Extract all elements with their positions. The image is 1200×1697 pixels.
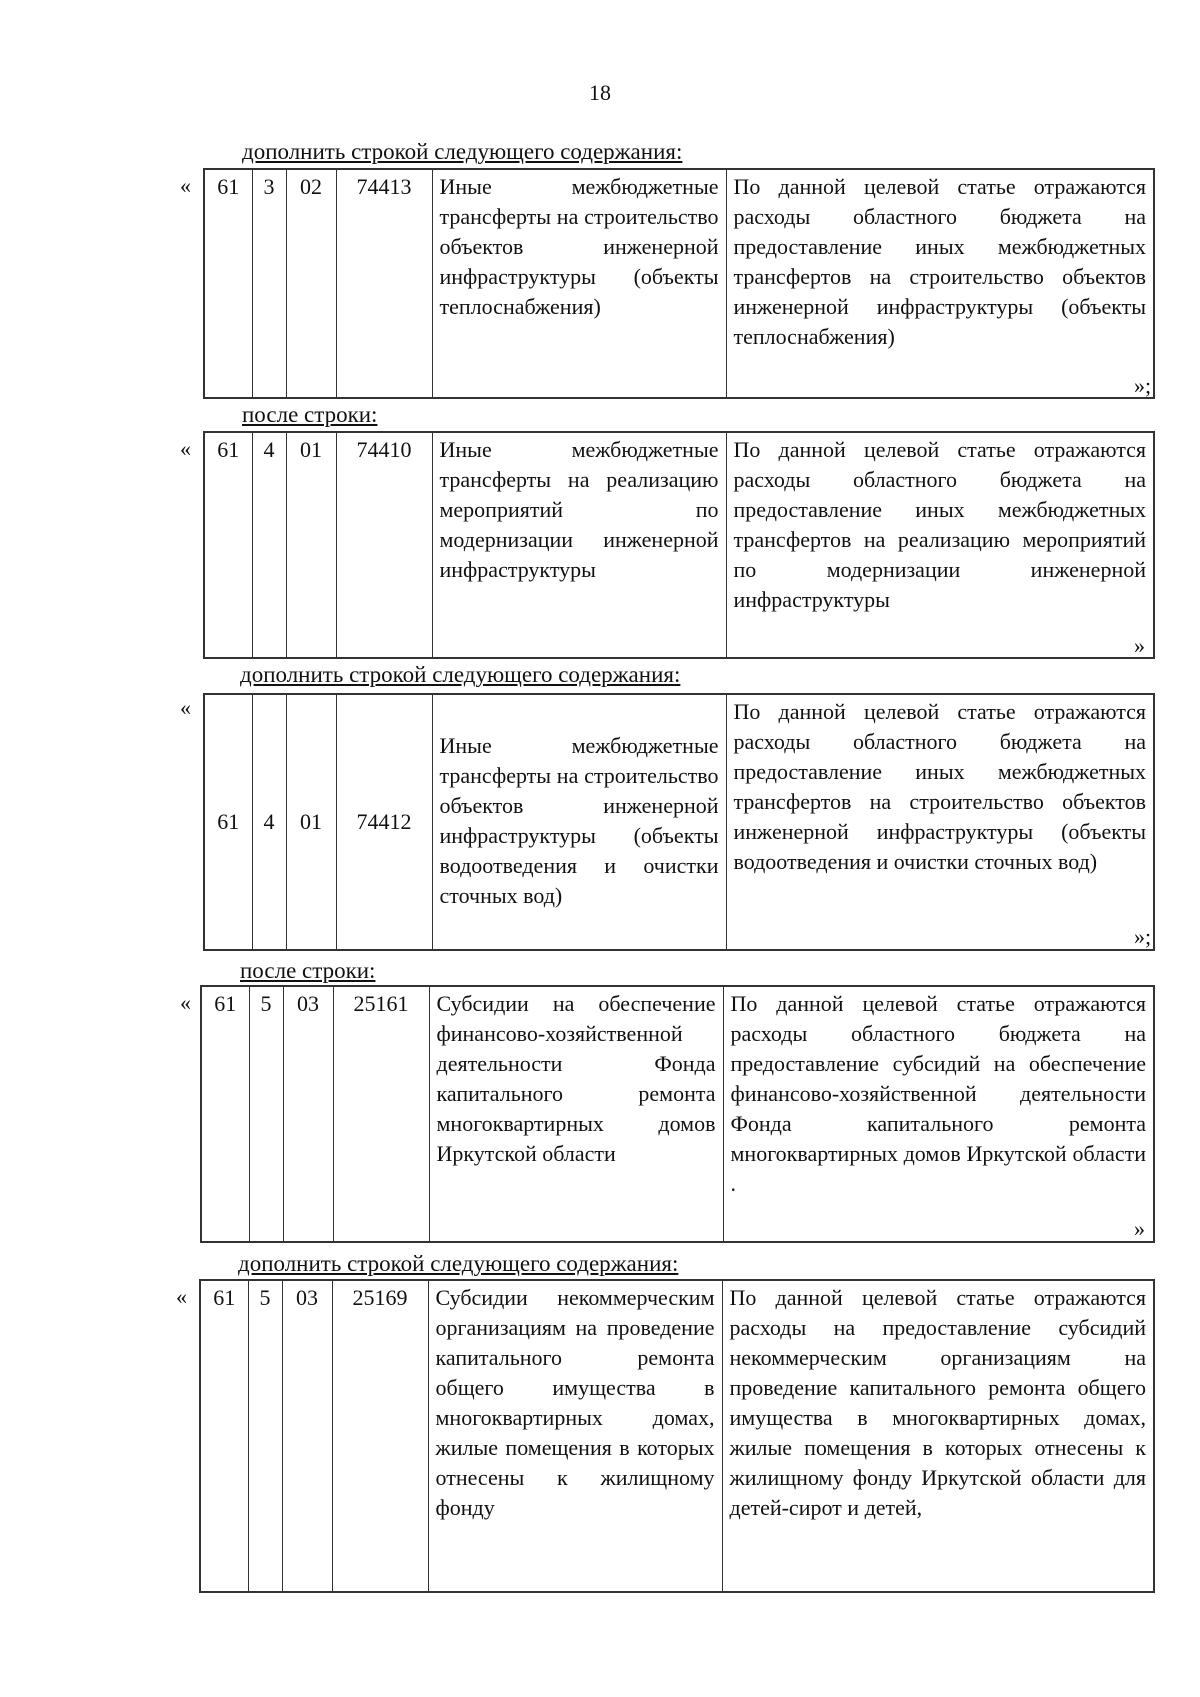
code-subprogram: 3 — [252, 169, 286, 398]
instruction-phrase: дополнить строкой следующего содержания: — [238, 1251, 679, 1276]
table-row — [204, 169, 1154, 398]
code-direction: 74413 — [336, 169, 432, 398]
code-program: 61 — [204, 169, 252, 398]
instruction-phrase: дополнить строкой следующего содержания: — [240, 662, 681, 687]
code-program: 61 — [200, 1280, 248, 1592]
budget-entry-table — [203, 431, 1155, 659]
table-row — [204, 694, 1154, 950]
instruction-phrase: после строки: — [242, 402, 378, 427]
instruction-phrase: дополнить строкой следующего содержания: — [242, 139, 683, 164]
code-direction: 25161 — [333, 986, 429, 1242]
code-event: 03 — [282, 1280, 332, 1592]
code-program: 61 — [204, 432, 252, 658]
opening-quote: « — [180, 436, 191, 461]
closing-quote: »; — [1134, 373, 1152, 398]
opening-quote: « — [180, 990, 191, 1015]
code-event: 03 — [283, 986, 333, 1242]
code-direction: 25169 — [332, 1280, 428, 1592]
opening-quote: « — [180, 173, 191, 198]
entry-description: По данной целевой статье отражаются расходы областного бюджета на предоставление иных межбюджетных трансфертов на строительство объектов инженерной инфраструктуры (объекты водоотведения и очистки сточных вод) — [726, 694, 1154, 950]
entry-description: По данной целевой статье отражаются расходы областного бюджета на предоставление иных межбюджетных трансфертов на строительство объектов инженерной инфраструктуры (объекты теплоснабжения) — [726, 169, 1154, 398]
table-row — [204, 432, 1154, 658]
entry-description: По данной целевой статье отражаются расходы областного бюджета на предоставление иных межбюджетных трансфертов на реализацию мероприятий по модернизации инженерной инфраструктуры — [726, 432, 1154, 658]
code-direction: 74412 — [336, 694, 432, 950]
instruction-phrase: после строки: — [240, 958, 376, 983]
code-subprogram: 4 — [252, 694, 286, 950]
code-program: 61 — [204, 694, 252, 950]
opening-quote: « — [180, 695, 191, 720]
table-row — [201, 986, 1154, 1242]
budget-entry-table — [203, 168, 1155, 399]
code-event: 01 — [286, 432, 336, 658]
entry-name: Иные межбюджетные трансферты на строительство объектов инженерной инфраструктуры (объекты водоотведения и очистки сточных вод) — [432, 694, 726, 950]
entry-name: Субсидии некоммерческим организациям на проведение капитального ремонта общего имущества в многоквартирных домах, жилые помещения в которых отнесены к жилищному фонду — [428, 1280, 722, 1592]
closing-quote: » — [1134, 1216, 1145, 1241]
budget-entry-table — [200, 985, 1155, 1243]
table-row — [200, 1280, 1154, 1592]
entry-name: Иные межбюджетные трансферты на реализацию мероприятий по модернизации инженерной инфраструктуры — [432, 432, 726, 658]
entry-description: По данной целевой статье отражаются расходы областного бюджета на предоставление субсидий на обеспечение финансово-хозяйственной деятельности Фонда капитального ремонта многоквартирных домов Иркутской области . — [723, 986, 1154, 1242]
budget-entry-table — [203, 693, 1155, 951]
code-subprogram: 5 — [248, 1280, 282, 1592]
code-program: 61 — [201, 986, 249, 1242]
page-number: 18 — [589, 80, 611, 105]
budget-entry-table — [199, 1279, 1155, 1593]
code-direction: 74410 — [336, 432, 432, 658]
code-event: 02 — [286, 169, 336, 398]
code-event: 01 — [286, 694, 336, 950]
entry-description: По данной целевой статье отражаются расходы на предоставление субсидий некоммерческим организациям на проведение капитального ремонта общего имущества в многоквартирных домах, жилые помещения в которых отнесены к жилищному фонду Иркутской области для детей-сирот и детей, — [722, 1280, 1154, 1592]
closing-quote: » — [1134, 633, 1145, 658]
code-subprogram: 4 — [252, 432, 286, 658]
entry-name: Иные межбюджетные трансферты на строительство объектов инженерной инфраструктуры (объекты теплоснабжения) — [432, 169, 726, 398]
opening-quote: « — [176, 1284, 187, 1309]
entry-name: Субсидии на обеспечение финансово-хозяйственной деятельности Фонда капитального ремонта многоквартирных домов Иркутской области — [429, 986, 723, 1242]
closing-quote: »; — [1134, 924, 1152, 949]
code-subprogram: 5 — [249, 986, 283, 1242]
